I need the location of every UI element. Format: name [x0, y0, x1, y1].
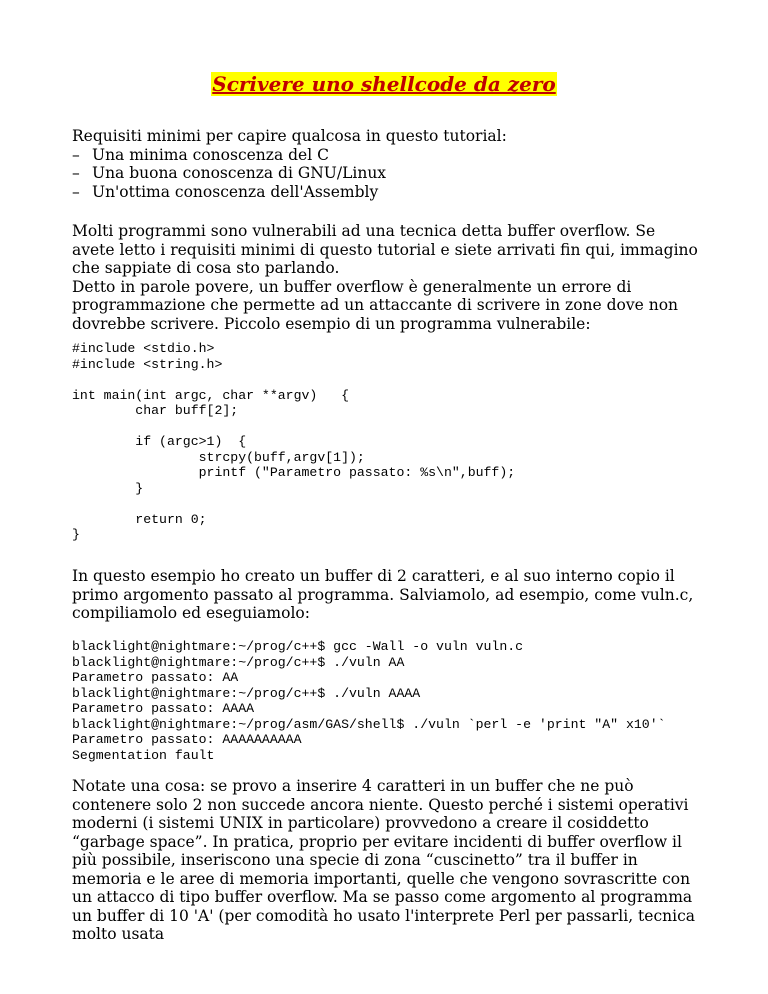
code-block-terminal-session: blacklight@nightmare:~/prog/c++$ gcc -Wall -o vuln vuln.c blacklight@nightmare:~/prog/c++$ ./vuln AA Parametro passato: AA blacklight@nightmare:~/prog/c++$ ./vuln AAAA Parametro passato: AAAA blacklight@nightmare:~/prog/asm/GAS/shell$ ./vuln `perl -e 'print "A" x10'` Parametro passato: AAAAAAAAAA Segmentation fault	[72, 639, 666, 763]
paragraph-buffer-overflow-intro: Molti programmi sono vulnerabili ad una tecnica detta buffer overflow. Se avete letto i requisiti minimi di questo tutorial e siete arrivati fin qui, immagino che sappiate di cosa sto parlando.	[72, 222, 698, 277]
requirements-list	[72, 146, 702, 202]
intro-section	[72, 222, 702, 333]
requirement-item: – Una minima conoscenza del C	[72, 146, 702, 165]
paragraph-example-explanation-container	[72, 567, 702, 623]
requirement-item: – Un'ottima conoscenza dell'Assembly	[72, 183, 702, 202]
requirement-item: – Una buona conoscenza di GNU/Linux	[72, 164, 702, 183]
document-title-container	[0, 72, 768, 96]
paragraph-buffer-overflow-definition: Detto in parole povere, un buffer overflow è generalmente un errore di programmazione che permette ad un attaccante di scrivere in zone dove non dovrebbe scrivere. Piccolo esempio di un programma vulnerabile:	[72, 277, 679, 333]
paragraph-garbage-space: Notate una cosa: se provo a inserire 4 caratteri in un buffer che ne può contenere solo 2 non succede ancora niente. Questo perché i sistemi operativi moderni (i sistemi UNIX in particolare) provvedono a creare il cosiddetto “garbage space”. In pratica, proprio per evitare incidenti di buffer overflow il più possibile, inseriscono una specie di zona “cuscinetto” tra il buffer in memoria e le aree di memoria importanti, quelle che vengono sovrascritte con un attacco di tipo buffer overflow. Ma se passo come argomento al programma un buffer di 10 'A' (per comodità ho usato l'interprete Perl per passarli, tecnica molto usata	[72, 777, 695, 943]
paragraph-garbage-space-container	[72, 777, 702, 944]
paragraph-example-explanation: In questo esempio ho creato un buffer di 2 caratteri, e al suo interno copio il primo argomento passato al programma. Salviamolo, ad esempio, come vuln.c, compiliamolo ed eseguiamolo:	[72, 567, 694, 622]
requirements-intro: Requisiti minimi per capire qualcosa in questo tutorial:	[72, 127, 507, 145]
document-title: Scrivere uno shellcode da zero	[212, 72, 556, 96]
code-block-vulnerable-program: #include <stdio.h> #include <string.h> int main(int argc, char **argv) { char buff[2]; if (argc>1) { strcpy(buff,argv[1]); printf ("Parametro passato: %s\n",buff); } return 0; }	[72, 341, 516, 542]
requirements-section	[72, 127, 702, 201]
